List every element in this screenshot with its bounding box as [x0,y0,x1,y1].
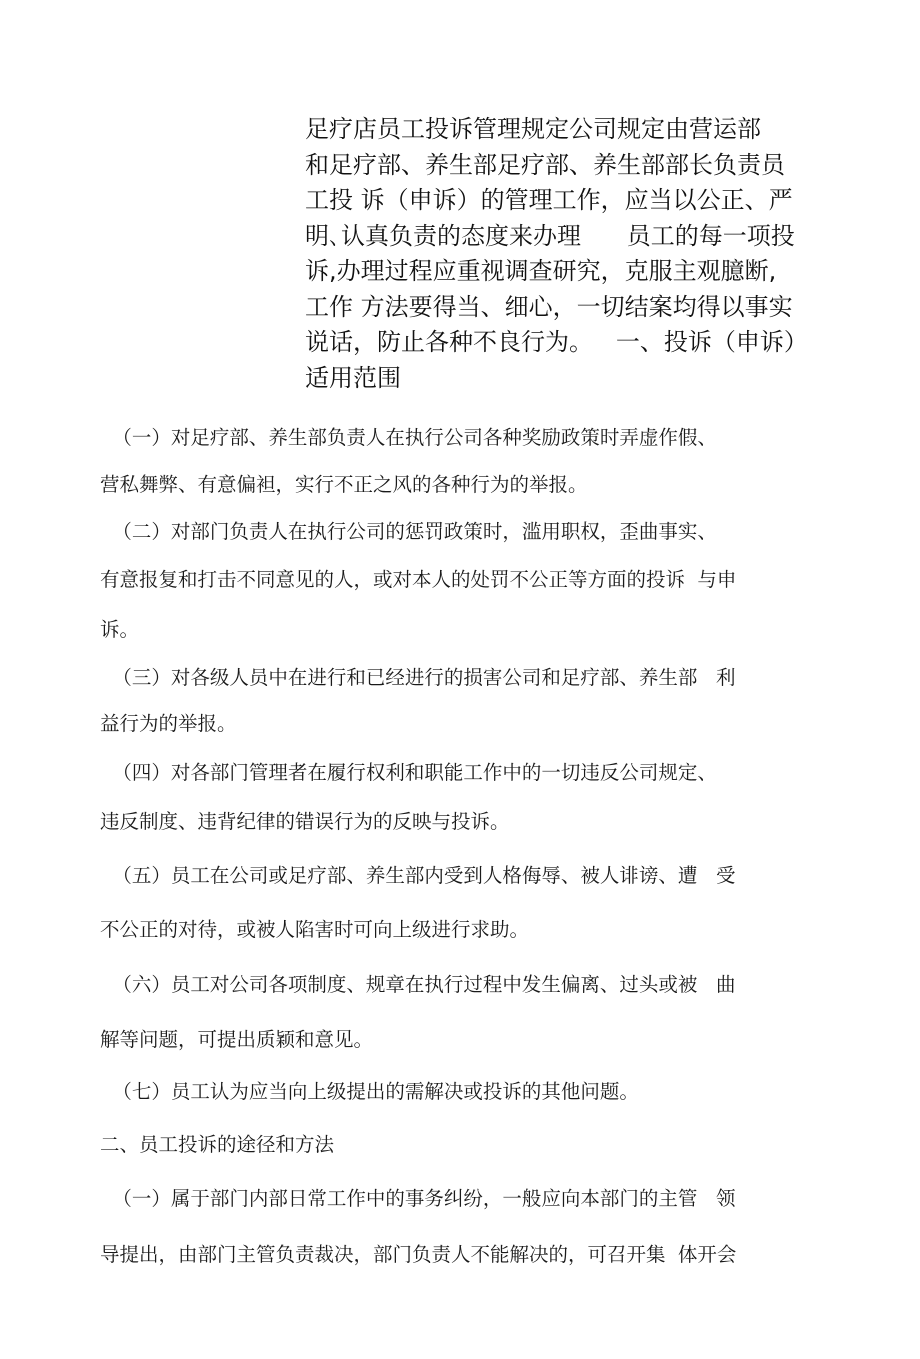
title-line: 工投 诉（申诉）的管理工作，应当以公正、严 [305,186,793,214]
body-line: 违反制度、违背纪律的错误行为的反映与投诉。 [100,810,510,833]
title-line: 明､认真负责的态度来办理 员工的每一项投 [305,221,795,250]
body-line: 有意报复和打击不同意见的人，或对本人的处罚不公正等方面的投诉 与申 [100,568,737,591]
body-line: 营私舞弊、有意偏袒，实行不正之风的各种行为的举报。 [100,473,588,496]
title-line: 和足疗部、养生部足疗部、养生部部长负责员 [305,150,785,179]
title-line: 说话，防止各种不良行为。 一、投诉（申诉） [305,328,808,356]
title-line: 足疗店员工投诉管理规定公司规定由营运部 [305,115,761,143]
body-line: （七）员工认为应当向上级提出的需解决或投诉的其他问题。 [100,1080,639,1103]
body-line: （一）对足疗部、养生部负责人在执行公司各种奖励政策时弄虚作假、 [100,426,717,449]
body-line: （三）对各级人员中在进行和已经进行的损害公司和足疗部、养生部 利 [100,666,736,689]
body-line: 益行为的举报。 [100,712,237,735]
body-line: （一）属于部门内部日常工作中的事务纠纷，一般应向本部门的主管 领 [100,1187,736,1210]
title-line: 诉,办理过程应重视调查研究，克服主观臆断, [305,257,777,285]
body-line: 不公正的对待，或被人陷害时可向上级进行求助。 [100,918,530,941]
body-line: （二）对部门负责人在执行公司的惩罚政策时，滥用职权，歪曲事实、 [100,520,717,543]
title-line: 适用范围 [305,363,401,392]
body-line: 诉。 [100,618,140,641]
body-line: 导提出，由部门主管负责裁决，部门负责人不能解决的，可召开集 体开会 [100,1243,737,1266]
body-line: 解等问题，可提出质颖和意见。 [100,1028,374,1051]
title-line: 工作 方法要得当、细心，一切结案均得以事实 [305,292,793,321]
body-line: （六）员工对公司各项制度、规章在执行过程中发生偏离、过头或被 曲 [100,973,736,996]
section-heading: 二、员工投诉的途径和方法 [100,1133,335,1156]
body-line: （四）对各部门管理者在履行权利和职能工作中的一切违反公司规定、 [100,761,717,784]
document-title-paragraph [305,112,865,396]
body-line: （五）员工在公司或足疗部、养生部内受到人格侮辱、被人诽谤、遭 受 [100,864,736,887]
